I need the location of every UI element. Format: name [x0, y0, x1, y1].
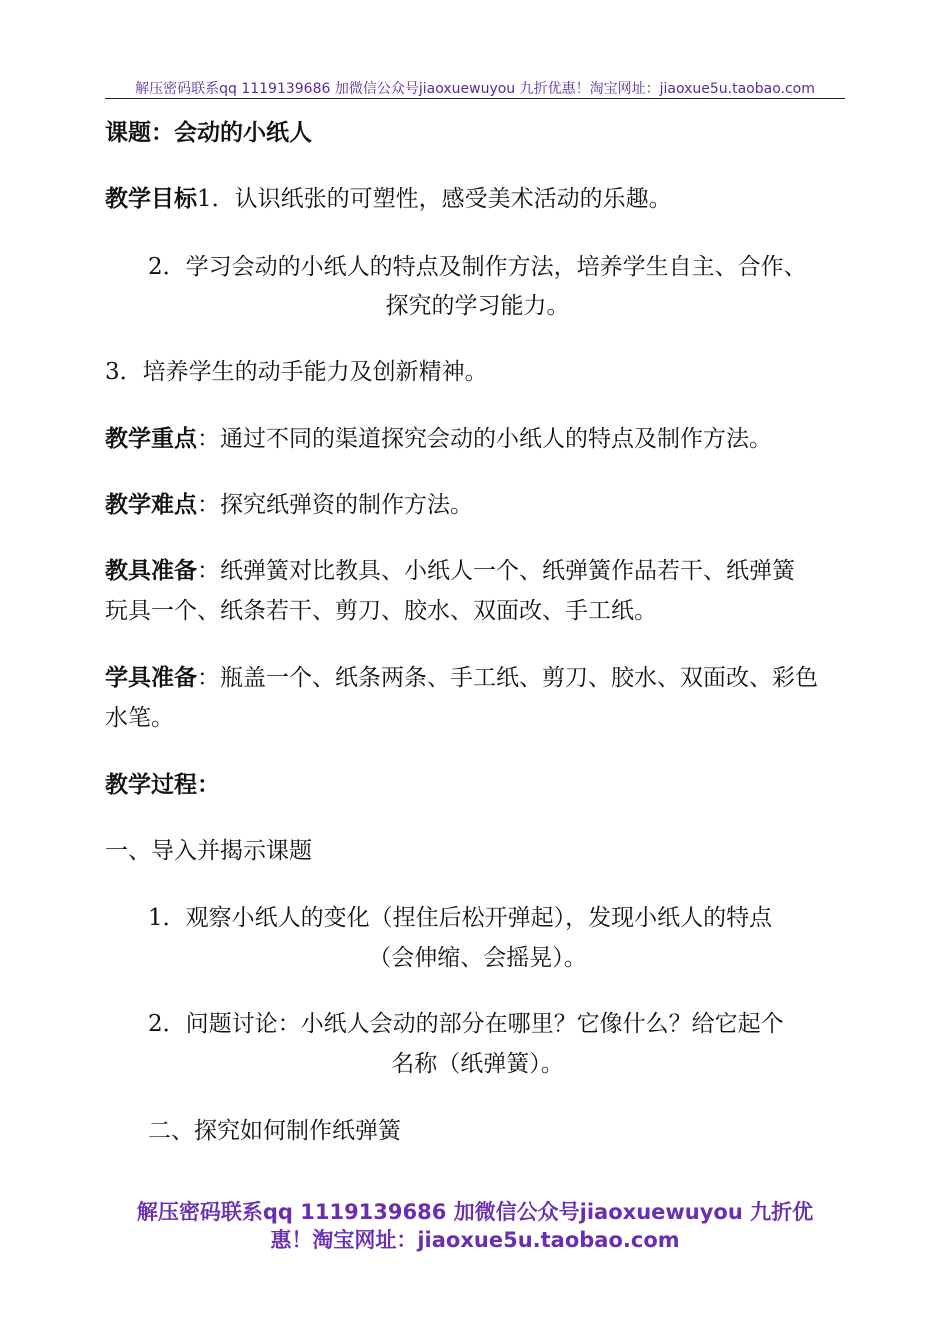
teaching-tools-line-b: 玩具一个、纸条若干、剪刀、胶水、双面改、手工纸。 — [105, 598, 657, 624]
step-1-2-line-a: 2．问题讨论：小纸人会动的部分在哪里？它像什么？给它起个 — [148, 1011, 784, 1037]
teaching-tools-label: 教具准备 — [105, 558, 197, 584]
difficulty-label: 教学难点 — [105, 492, 197, 518]
step-1-1-line-a: 1．观察小纸人的变化（捏住后松开弹起），发现小纸人的特点 — [148, 905, 773, 931]
step-1-2-line-b: 名称（纸弹簧）。 — [391, 1051, 564, 1077]
title-label: 课题： — [105, 120, 174, 146]
process-heading: 教学过程： — [105, 772, 220, 798]
teaching-tools-text-a: ：纸弹簧对比教具、小纸人一个、纸弹簧作品若干、纸弹簧 — [197, 558, 795, 584]
key-points-text: ：通过不同的渠道探究会动的小纸人的特点及制作方法。 — [197, 426, 772, 452]
teaching-tools-line-a — [105, 556, 850, 586]
key-points-line — [105, 424, 850, 454]
key-points-label: 教学重点 — [105, 426, 197, 452]
header-divider — [105, 98, 845, 99]
lesson-title-line — [105, 118, 850, 148]
section-2-heading: 二、探究如何制作纸弹簧 — [148, 1118, 401, 1144]
goal-2-line-a: 2．学习会动的小纸人的特点及制作方法，培养学生自主、合作、 — [148, 254, 807, 280]
footer-watermark-line-1: 解压密码联系qq 1119139686 加微信公众号jiaoxuewuyou 九折优 — [136, 1200, 814, 1224]
goal-line-1 — [105, 184, 850, 214]
difficulty-text: ：探究纸弹资的制作方法。 — [197, 492, 473, 518]
lesson-title: 会动的小纸人 — [174, 120, 312, 146]
page-header-watermark: 解压密码联系qq 1119139686 加微信公众号jiaoxuewuyou 九折优惠！淘宝网址：jiaoxue5u.taobao.com — [135, 81, 815, 97]
section-1-heading: 一、导入并揭示课题 — [105, 838, 312, 864]
difficulty-line — [105, 490, 850, 520]
student-tools-label: 学具准备 — [105, 665, 197, 691]
goals-label: 教学目标 — [105, 186, 197, 212]
student-tools-line-a — [105, 663, 850, 693]
student-tools-text-a: ：瓶盖一个、纸条两条、手工纸、剪刀、胶水、双面改、彩色 — [197, 665, 818, 691]
goal-2-line-b: 探究的学习能力。 — [385, 293, 570, 319]
goal-1: 1．认识纸张的可塑性，感受美术活动的乐趣。 — [197, 186, 672, 212]
footer-watermark-line-2: 惠！淘宝网址：jiaoxue5u.taobao.com — [270, 1228, 680, 1252]
goal-3: 3．培养学生的动手能力及创新精神。 — [105, 359, 488, 385]
step-1-1-line-b: （会伸缩、会摇晃）。 — [368, 945, 587, 971]
student-tools-line-b: 水笔。 — [105, 705, 174, 731]
